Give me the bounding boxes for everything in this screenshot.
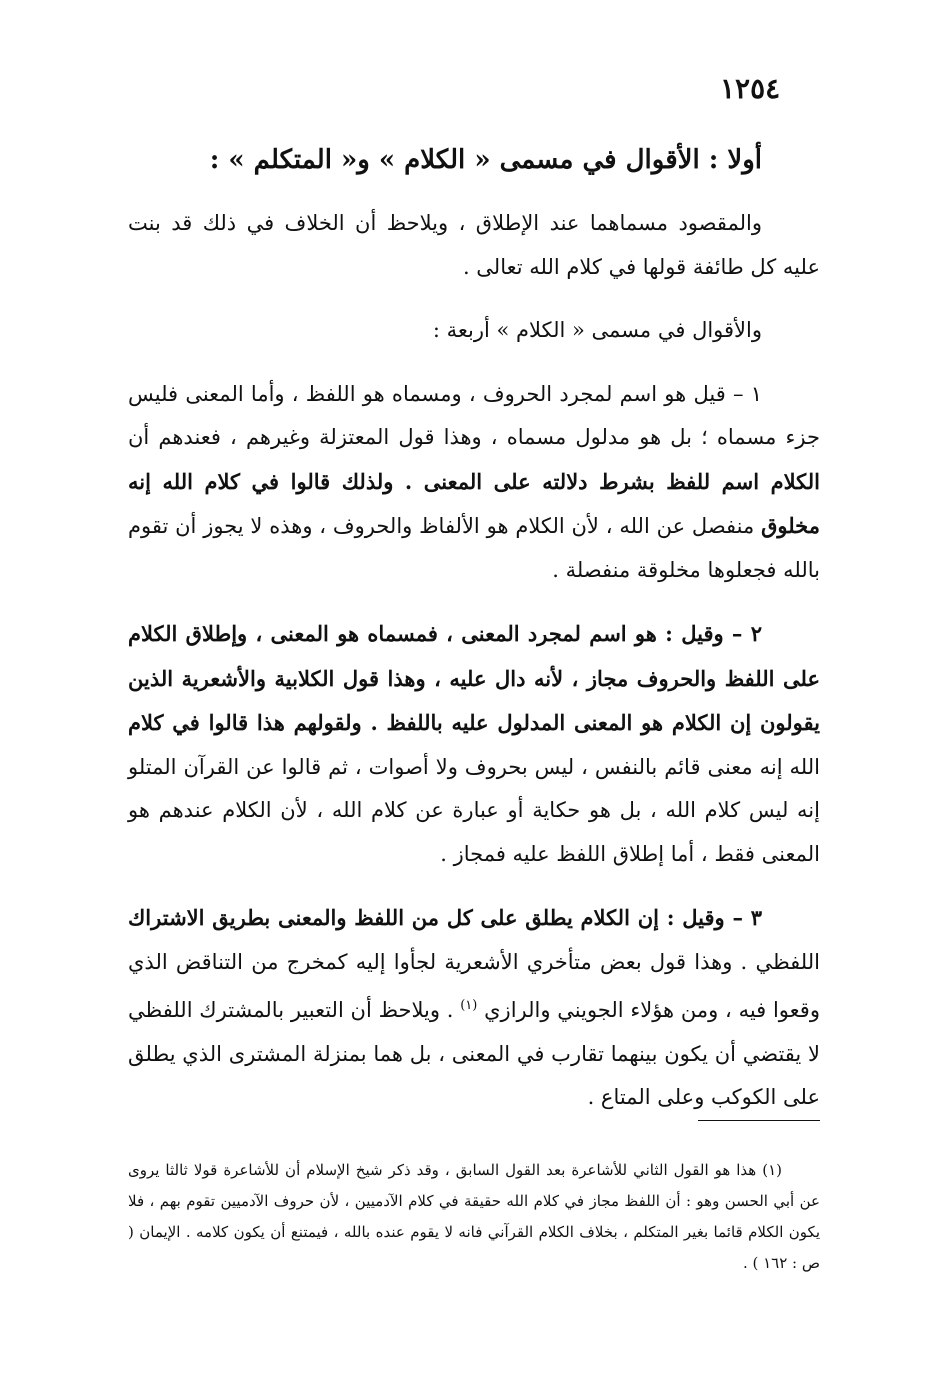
intro-paragraph: والمقصود مسماهما عند الإطلاق ، ويلاحظ أن الخلاف في ذلك قد بنت عليه كل طائفة قولها في كلام الله تعالى . [128,211,820,279]
footnote-reference[interactable]: (١) [460,998,478,1013]
opinion-2-paragraph [128,612,820,876]
opinion-3-text-a: اللفظي . وهذا قول بعض متأخري الأشعرية لجأوا إليه كمخرج من التناقض الذي وقعوا فيه ، ومن هؤلاء الجويني والرازي [128,949,820,1022]
section-heading: أولا : الأقوال في مسمى « الكلام » و« المتكلم » : [209,145,762,175]
opinion-1-paragraph [128,373,820,593]
footnote: (١) هذا هو القول الثاني للأشاعرة بعد القول السابق ، وقد ذكر شيخ الإسلام أن للأشاعرة قولا ثالثا يروى عن أبي الحسن وهو : أن اللفظ مجاز في كلام الله حقيقة في كلام الآدميين ، لأن حروف الآدميين تقوم بهم ، فلا يكون الكلام قائما بغير المتكلم ، بخلاف الكلام القرآني فانه لا يقوم عنده بالله ، فيمتنع أن يكون كلامه . الإيمان ( ص : ١٦٢ ) . [128,1161,820,1272]
main-text [128,138,820,1140]
opinion-2-text: الله إنه معنى قائم بالنفس ، ليس بحروف ولا أصوات ، ثم قالوا عن القرآن المتلو إنه ليس كلام الله ، بل هو حكاية أو عبارة عن كلام الله ، لأن الكلام عندهم هو المعنى فقط ، أما إطلاق اللفظ عليه فمجاز . [128,754,820,866]
opinion-1-text-a: ١ – قيل هو اسم لمجرد الحروف ، ومسماه هو اللفظ ، وأما المعنى فليس جزء مسماه ؛ بل هو مدلول مسماه ، وهذا قول المعتزلة وغيرهم ، فعندهم أن [128,381,820,449]
opinion-1-text-b: منفصل عن الله ، لأن الكلام هو الألفاظ والحروف ، وهذه لا يجوز أن تقوم بالله فجعلوها مخلوقة منفصلة . [128,514,820,582]
opinion-2-text-bold: ٢ – وقيل : هو اسم لمجرد المعنى ، فمسماه هو المعنى ، وإطلاق الكلام على اللفظ والحروف مجاز ، لأنه دال عليه ، وهذا قول الكلابية والأشعرية الذين يقولون إن الكلام هو المعنى المدلول عليه باللفظ . ولقولهم هذا قالوا في كلام [128,621,820,735]
opinion-3-paragraph [128,896,820,1120]
opinion-3-text-b: . ويلاحظ أن التعبير بالمشترك اللفظي لا يقتضي أن يكون بينهما تقارب في المعنى ، بل هما بمنزلة المشترى الذي يطلق على الكوكب وعلى المتاع . [128,998,820,1109]
opinion-3-text-bold: ٣ – وقيل : إن الكلام يطلق على كل من اللفظ والمعنى بطريق الاشتراك [128,905,762,930]
count-paragraph: والأقوال في مسمى « الكلام » أربعة : [432,318,762,342]
page-number: ١٢٥٤ [720,72,781,105]
footnote-separator [698,1120,820,1121]
opinion-1-text-bold: الكلام اسم للفظ بشرط دلالته على المعنى . ولذلك قالوا في كلام الله إنه مخلوق [128,468,820,538]
